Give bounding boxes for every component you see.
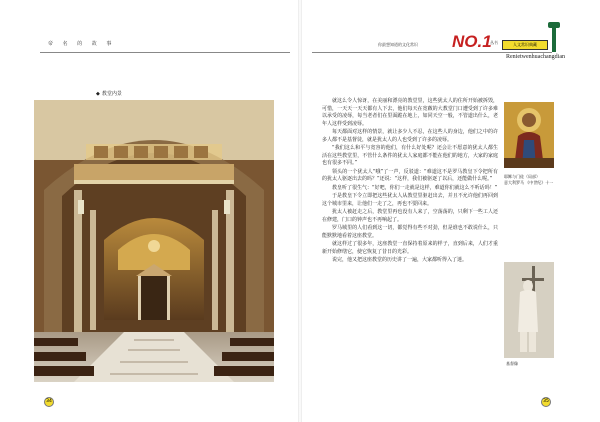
statue-caption: 基督像	[506, 361, 518, 366]
right-series-label: 你最想知道的文化常识	[378, 42, 418, 47]
right-page-number: 35	[541, 397, 551, 407]
paragraph: 每天都面对这样的情景，就让多少人不忍，在这些人的身边，他们之中的许多人都不是基督徒，就是犹太人的人也受到了许多的凌辱。	[322, 129, 498, 143]
left-page-number: 34	[44, 397, 54, 407]
mosaic-caption-source: 意大利罗马 《中世纪》十一	[504, 180, 554, 185]
right-header-rule	[312, 52, 552, 53]
paragraph: 说完，他又把这座教堂的历史讲了一遍，大家都听得入了迷。	[332, 257, 468, 263]
body-text	[322, 98, 498, 266]
series-label: 丛书	[490, 40, 498, 45]
paragraph: 就这么令人惊讶，在美丽和漂亮的教堂里，这些犹太人的住所开始被拆毁，可惜，一天天一天天都有人下去，他们每天在宽敞的大教堂门口遭受到了许多难以承受的凌辱，每当老者们在里面跪在地上，如同天空一般，不管道出什么，老年人这样受到凌辱。	[322, 98, 498, 127]
paragraph: 罗马城里的人们看到这一切，都觉得有些不对劲，但是谁也不敢说什么，只能默默地看着这座教堂。	[322, 225, 498, 239]
paragraph: “我们这么和平与宽容的他们，有什么好处呢？还会让不愿意的犹太人都生活在这些教堂里，不管什么条件的犹太人家庭都不能在他们的地方，大家的家庭也有很多不同。”	[322, 145, 498, 166]
series-badge: 人文常识典藏	[502, 40, 548, 50]
paragraph: 就这样过了很多年，这座教堂一直保持着原来的样子，直到后来，人们才重新开始修缮它，使它恢复了昔日的光彩。	[322, 241, 498, 255]
paragraph: 犹太人被赶走之后，教堂里再也没有人来了，空荡荡的，只剩下一些工人还在修建，门口的钟声也不再响起了。	[322, 209, 498, 223]
series-url: Renietwenhuachangdian	[506, 54, 565, 60]
statue-image	[504, 262, 554, 358]
page-gutter	[298, 0, 302, 422]
no1-logo: NO.1	[452, 32, 492, 51]
paragraph: 教皇听了很生气：“好吧，你们一走就是这样，难道你们就这么不听话吗！”	[332, 184, 498, 191]
mosaic-image	[504, 102, 554, 168]
paragraph: 于是教皇下令立即把这些犹太人从教堂里驱赶出去，并且不允许他们再回到这个城市里来，让他们一走了之，再也不要回来。	[322, 193, 498, 207]
church-interior-photo	[34, 100, 274, 382]
paragraph: 领头的一个犹太人“哦”了一声，反驳道：“难道这不是罗马教皇下令把所有的犹太人驱逐出去的吗？”还说：“这样，我们被驱逐了以后，还能做什么呢。”	[322, 168, 498, 182]
left-header-rule	[40, 52, 290, 53]
mosaic-caption-title: 耶稣与门徒（局部）	[504, 174, 540, 179]
photo-caption: ◆ 教堂内景	[96, 90, 122, 97]
bookmark-pin-stem	[552, 26, 556, 52]
left-running-header: 帝 名 的 故 事	[48, 41, 116, 47]
